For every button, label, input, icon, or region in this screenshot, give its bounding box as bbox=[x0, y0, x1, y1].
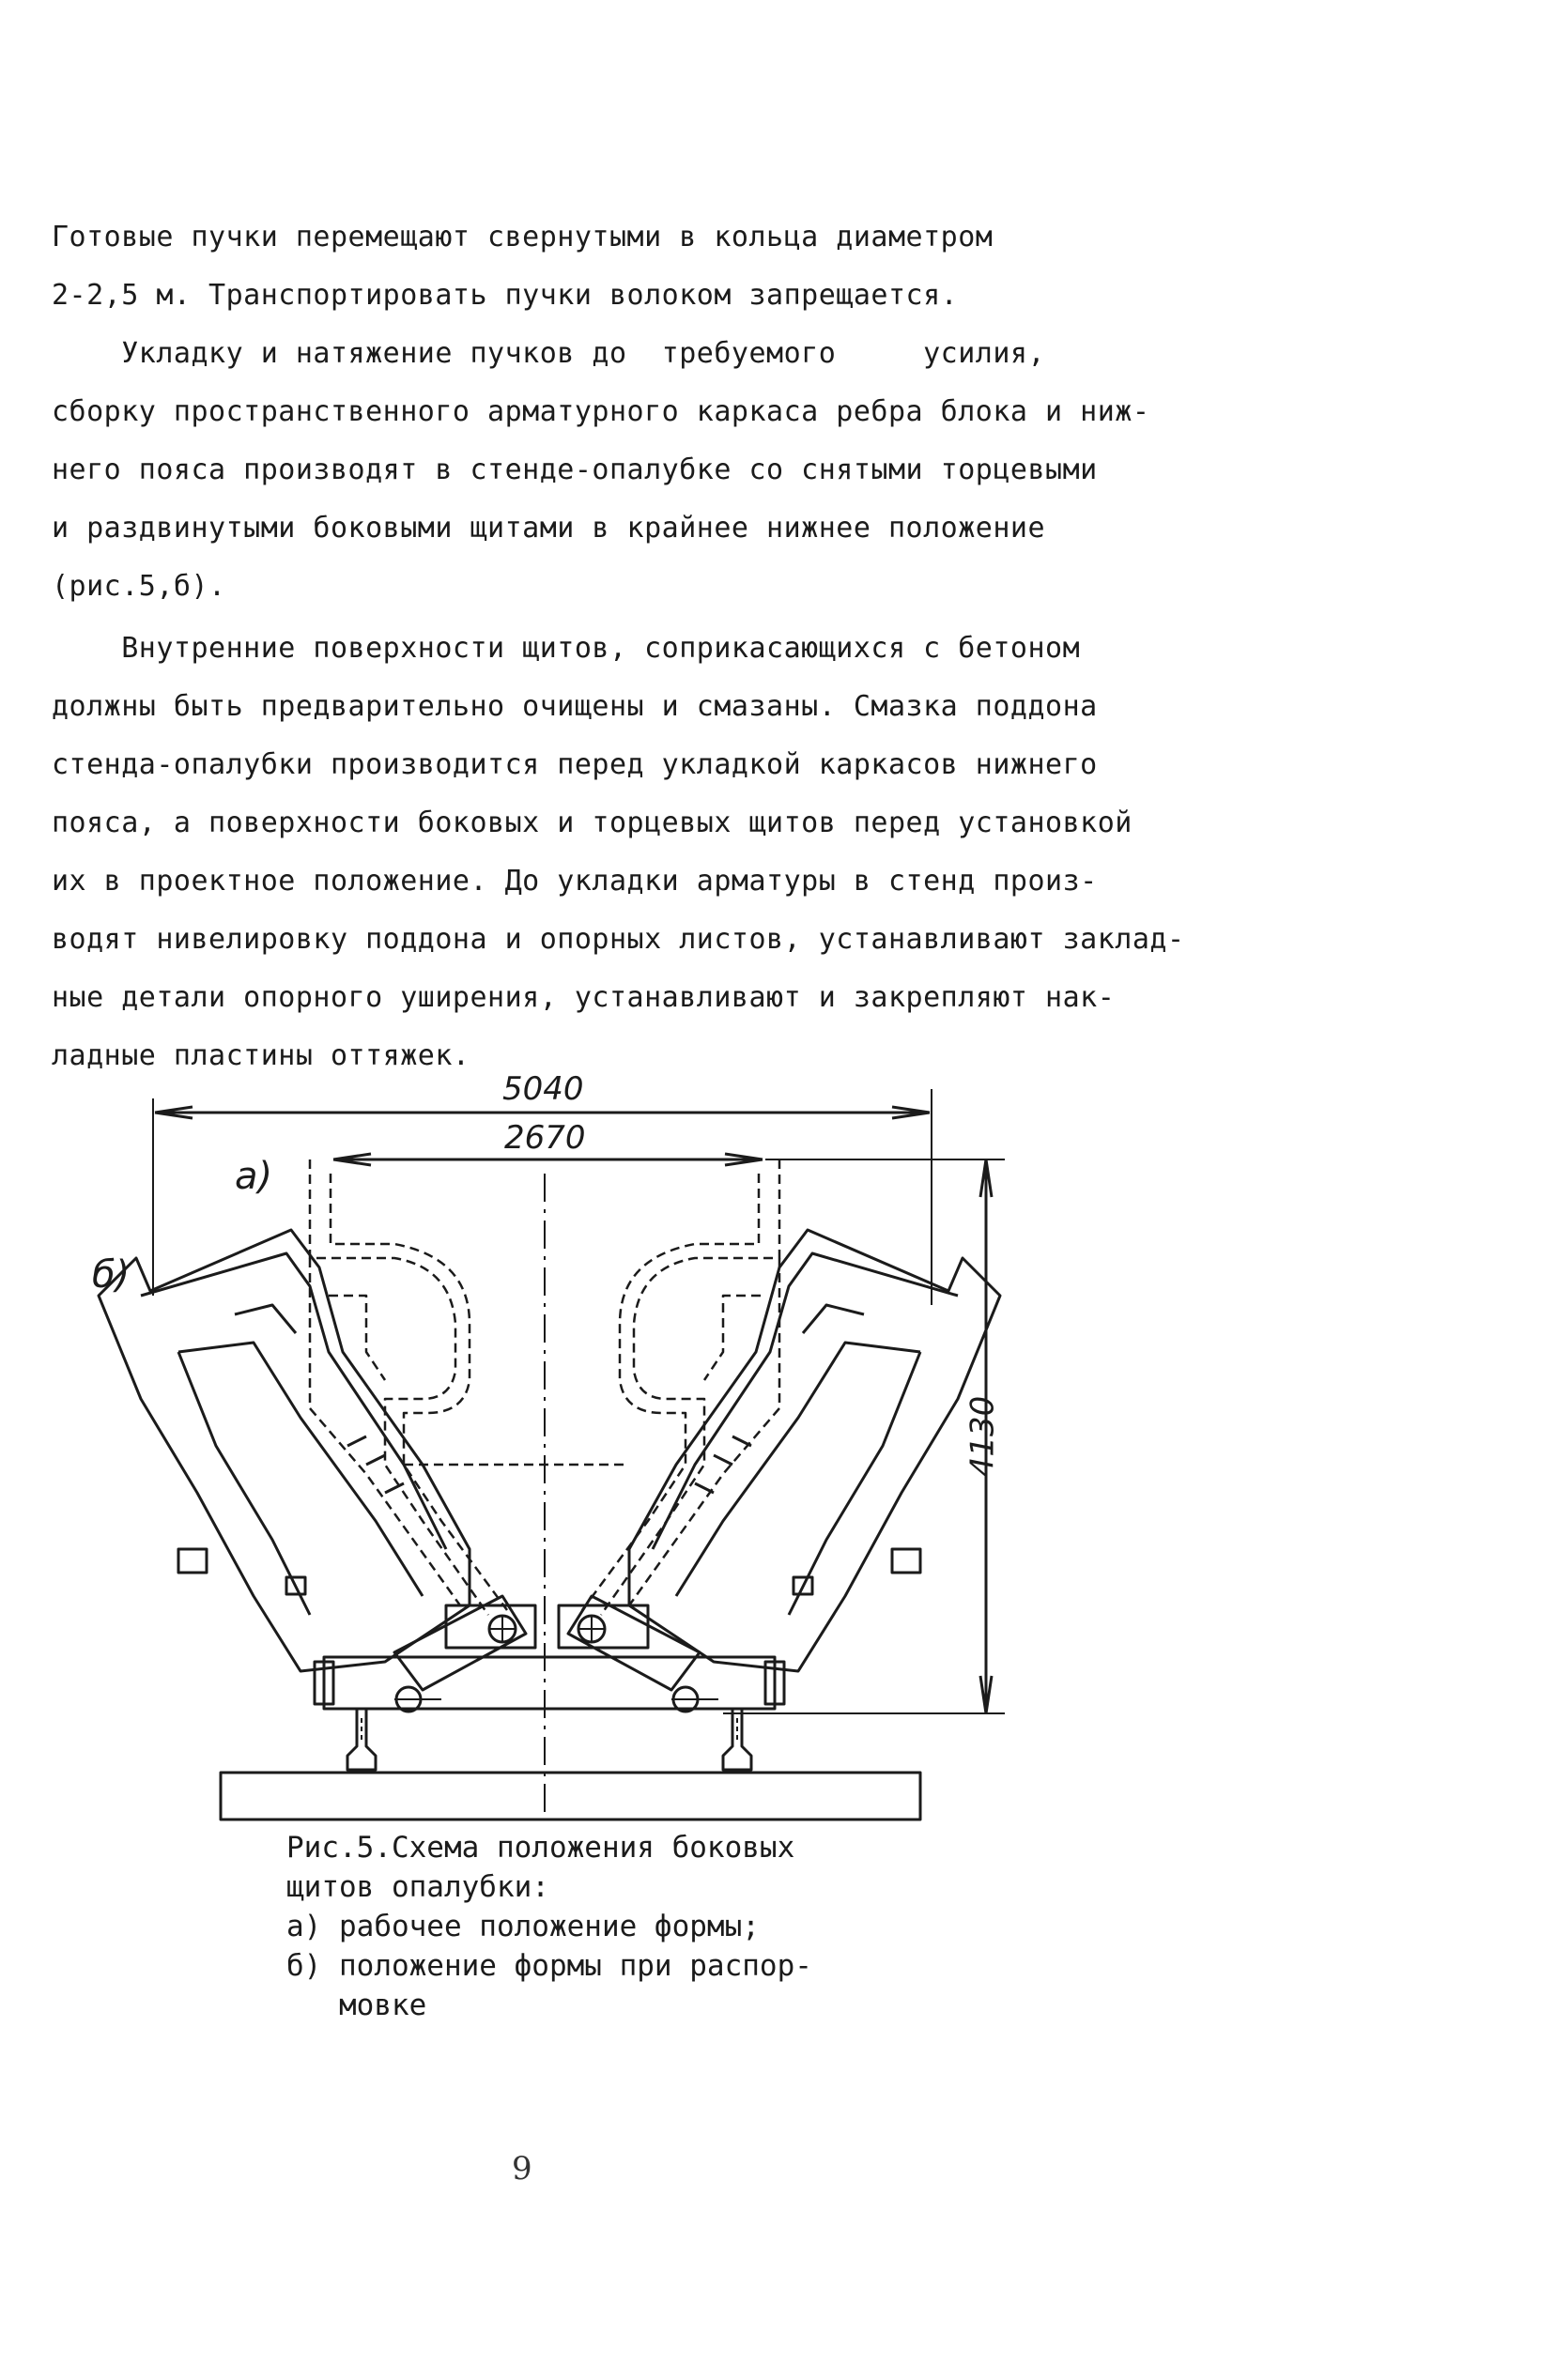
caption-line: щитов опалубки: bbox=[286, 1870, 549, 1904]
drawing-svg bbox=[85, 1070, 1024, 1821]
text-line: ные детали опорного уширения, устанавливают и закрепляют нак- bbox=[52, 981, 1116, 1014]
caption-line: б) положение формы при распор- bbox=[286, 1949, 812, 1983]
text-line: стенда-опалубки производится перед укладкой каркасов нижнего bbox=[52, 748, 1098, 781]
page-number: 9 bbox=[512, 2150, 532, 2188]
text-line: сборку пространственного арматурного каркаса ребра блока и ниж- bbox=[52, 395, 1150, 428]
text-line: водят нивелировку поддона и опорных листов, устанавливают заклад- bbox=[52, 923, 1185, 956]
text-line: (рис.5,б). bbox=[52, 570, 226, 603]
text-line: 2-2,5 м. Транспортировать пучки волоком запрещается. bbox=[52, 279, 959, 312]
label-stripping-position: б) bbox=[92, 1253, 131, 1297]
text-line: и раздвинутыми боковыми щитами в крайнее нижнее положение bbox=[52, 512, 1046, 545]
dim-label-inner: 2670 bbox=[504, 1119, 586, 1157]
paragraph-2 bbox=[52, 325, 1235, 616]
text-line: ладные пластины оттяжек. bbox=[52, 1039, 470, 1072]
text-line: Внутренние поверхности щитов, соприкасающихся с бетоном bbox=[52, 632, 1081, 665]
formwork-drawing bbox=[85, 1070, 1024, 1821]
label-working-position: а) bbox=[235, 1155, 273, 1198]
stripping-panel-right bbox=[629, 1230, 1000, 1671]
ground-plate bbox=[221, 1773, 920, 1820]
figure-caption bbox=[286, 1828, 944, 2025]
dim-label-total: 5040 bbox=[502, 1070, 584, 1108]
text-line: должны быть предварительно очищены и смазаны. Смазка поддона bbox=[52, 690, 1098, 723]
caption-line: а) рабочее положение формы; bbox=[286, 1910, 760, 1943]
text-line: их в проектное положение. До укладки арматуры в стенд произ- bbox=[52, 865, 1098, 898]
text-line: Укладку и натяжение пучков до требуемого усилия, bbox=[52, 337, 1046, 370]
caption-line: Рис.5.Схема положения боковых bbox=[286, 1831, 795, 1865]
paragraph-3 bbox=[52, 620, 1235, 1085]
text-line: Готовые пучки перемещают свернутыми в кольца диаметром bbox=[52, 221, 994, 253]
working-position-right bbox=[582, 1159, 779, 1615]
caption-line: мовке bbox=[286, 1988, 427, 2022]
dim-label-height: 4130 bbox=[963, 1395, 1002, 1478]
hinge-assembly-right bbox=[559, 1596, 700, 1690]
base-carriage bbox=[315, 1657, 784, 1770]
stripping-panel-left bbox=[99, 1230, 470, 1671]
text-line: него пояса производят в стенде-опалубке со снятыми торцевыми bbox=[52, 453, 1098, 486]
text-line: пояса, а поверхности боковых и торцевых щитов перед установкой bbox=[52, 806, 1133, 839]
paragraph-1 bbox=[52, 208, 1235, 325]
